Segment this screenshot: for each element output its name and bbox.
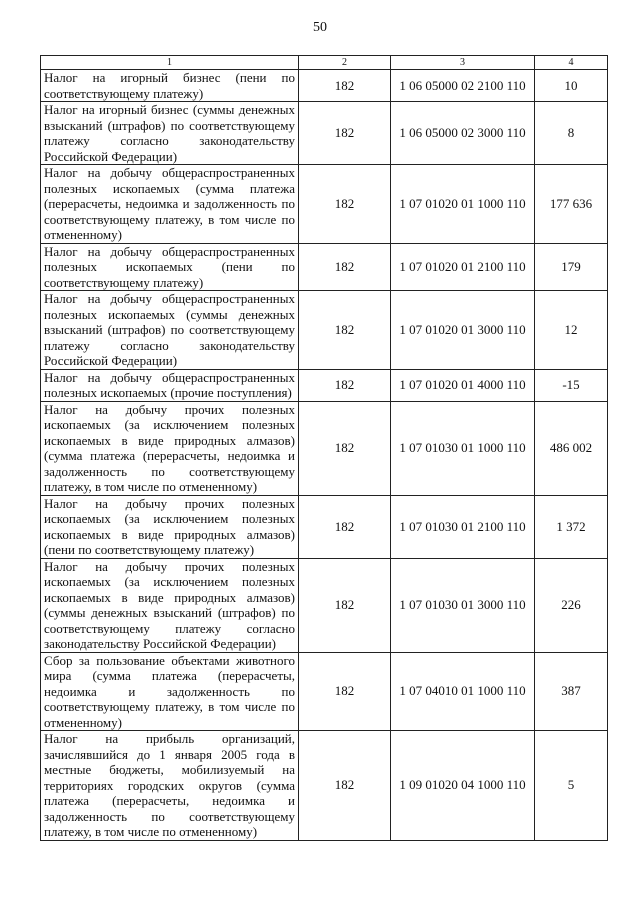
table-row <box>41 70 608 102</box>
budget-code: 1 07 01020 01 1000 110 <box>391 165 535 244</box>
column-header: 1 <box>41 56 299 70</box>
table-row <box>41 291 608 370</box>
revenue-table <box>40 55 608 841</box>
column-header: 4 <box>535 56 608 70</box>
budget-code: 1 07 01020 01 2100 110 <box>391 243 535 291</box>
table-row <box>41 401 608 495</box>
budget-code: 1 07 01030 01 2100 110 <box>391 495 535 558</box>
table-row <box>41 652 608 731</box>
revenue-name: Налог на добычу прочих полезных ископаемых (за исключением полезных ископаемых в виде природных алмазов) (сумма платежа (перерасчеты, недоимка и задолженность по соответствующему платежу, в том числе по отмененному) <box>41 401 299 495</box>
revenue-name: Налог на добычу общераспространенных полезных ископаемых (прочие поступления) <box>41 369 299 401</box>
admin-code: 182 <box>299 165 391 244</box>
revenue-name: Налог на добычу прочих полезных ископаемых (за исключением полезных ископаемых в виде природных алмазов) (суммы денежных взысканий (штрафов) по соответствующему платежу согласно законодательству Российской Федерации) <box>41 558 299 652</box>
table-row <box>41 731 608 841</box>
amount: 387 <box>535 652 608 731</box>
budget-code: 1 06 05000 02 2100 110 <box>391 70 535 102</box>
revenue-name: Налог на добычу общераспространенных полезных ископаемых (сумма платежа (перерасчеты, недоимка и задолженность по соответствующему платежу, в том числе по отмененному) <box>41 165 299 244</box>
amount: 179 <box>535 243 608 291</box>
amount: 177 636 <box>535 165 608 244</box>
revenue-name: Налог на прибыль организаций, зачислявшийся до 1 января 2005 года в местные бюджеты, мобилизуемый на территориях городских округов (сумма платежа (перерасчеты, недоимка и задолженность по соответствующему платежу, в том числе по отмененному) <box>41 731 299 841</box>
amount: 226 <box>535 558 608 652</box>
admin-code: 182 <box>299 731 391 841</box>
budget-code: 1 06 05000 02 3000 110 <box>391 102 535 165</box>
budget-code: 1 07 01030 01 1000 110 <box>391 401 535 495</box>
admin-code: 182 <box>299 495 391 558</box>
admin-code: 182 <box>299 369 391 401</box>
amount: 486 002 <box>535 401 608 495</box>
table-row <box>41 165 608 244</box>
revenue-name: Налог на добычу прочих полезных ископаемых (за исключением полезных ископаемых в виде природных алмазов) (пени по соответствующему платежу) <box>41 495 299 558</box>
table-row <box>41 495 608 558</box>
budget-code: 1 09 01020 04 1000 110 <box>391 731 535 841</box>
admin-code: 182 <box>299 70 391 102</box>
amount: -15 <box>535 369 608 401</box>
amount: 1 372 <box>535 495 608 558</box>
table-row <box>41 243 608 291</box>
amount: 8 <box>535 102 608 165</box>
table-row <box>41 369 608 401</box>
page-number: 50 <box>313 20 327 35</box>
table-row <box>41 558 608 652</box>
table-header-row <box>41 56 608 70</box>
admin-code: 182 <box>299 558 391 652</box>
budget-code: 1 07 01020 01 4000 110 <box>391 369 535 401</box>
revenue-name: Налог на добычу общераспространенных полезных ископаемых (суммы денежных взысканий (штрафов) по соответствующему платежу согласно законодательству Российской Федерации) <box>41 291 299 370</box>
revenue-name: Налог на игорный бизнес (суммы денежных взысканий (штрафов) по соответствующему платежу согласно законодательству Российской Федерации) <box>41 102 299 165</box>
budget-code: 1 07 01030 01 3000 110 <box>391 558 535 652</box>
admin-code: 182 <box>299 401 391 495</box>
revenue-name: Налог на игорный бизнес (пени по соответствующему платежу) <box>41 70 299 102</box>
amount: 5 <box>535 731 608 841</box>
admin-code: 182 <box>299 243 391 291</box>
column-header: 3 <box>391 56 535 70</box>
amount: 12 <box>535 291 608 370</box>
admin-code: 182 <box>299 291 391 370</box>
revenue-name: Налог на добычу общераспространенных полезных ископаемых (пени по соответствующему платежу) <box>41 243 299 291</box>
table-row <box>41 102 608 165</box>
admin-code: 182 <box>299 652 391 731</box>
column-header: 2 <box>299 56 391 70</box>
budget-code: 1 07 01020 01 3000 110 <box>391 291 535 370</box>
budget-code: 1 07 04010 01 1000 110 <box>391 652 535 731</box>
revenue-name: Сбор за пользование объектами животного мира (сумма платежа (перерасчеты, недоимка и задолженность по соответствующему платежу, в том числе по отмененному) <box>41 652 299 731</box>
admin-code: 182 <box>299 102 391 165</box>
amount: 10 <box>535 70 608 102</box>
